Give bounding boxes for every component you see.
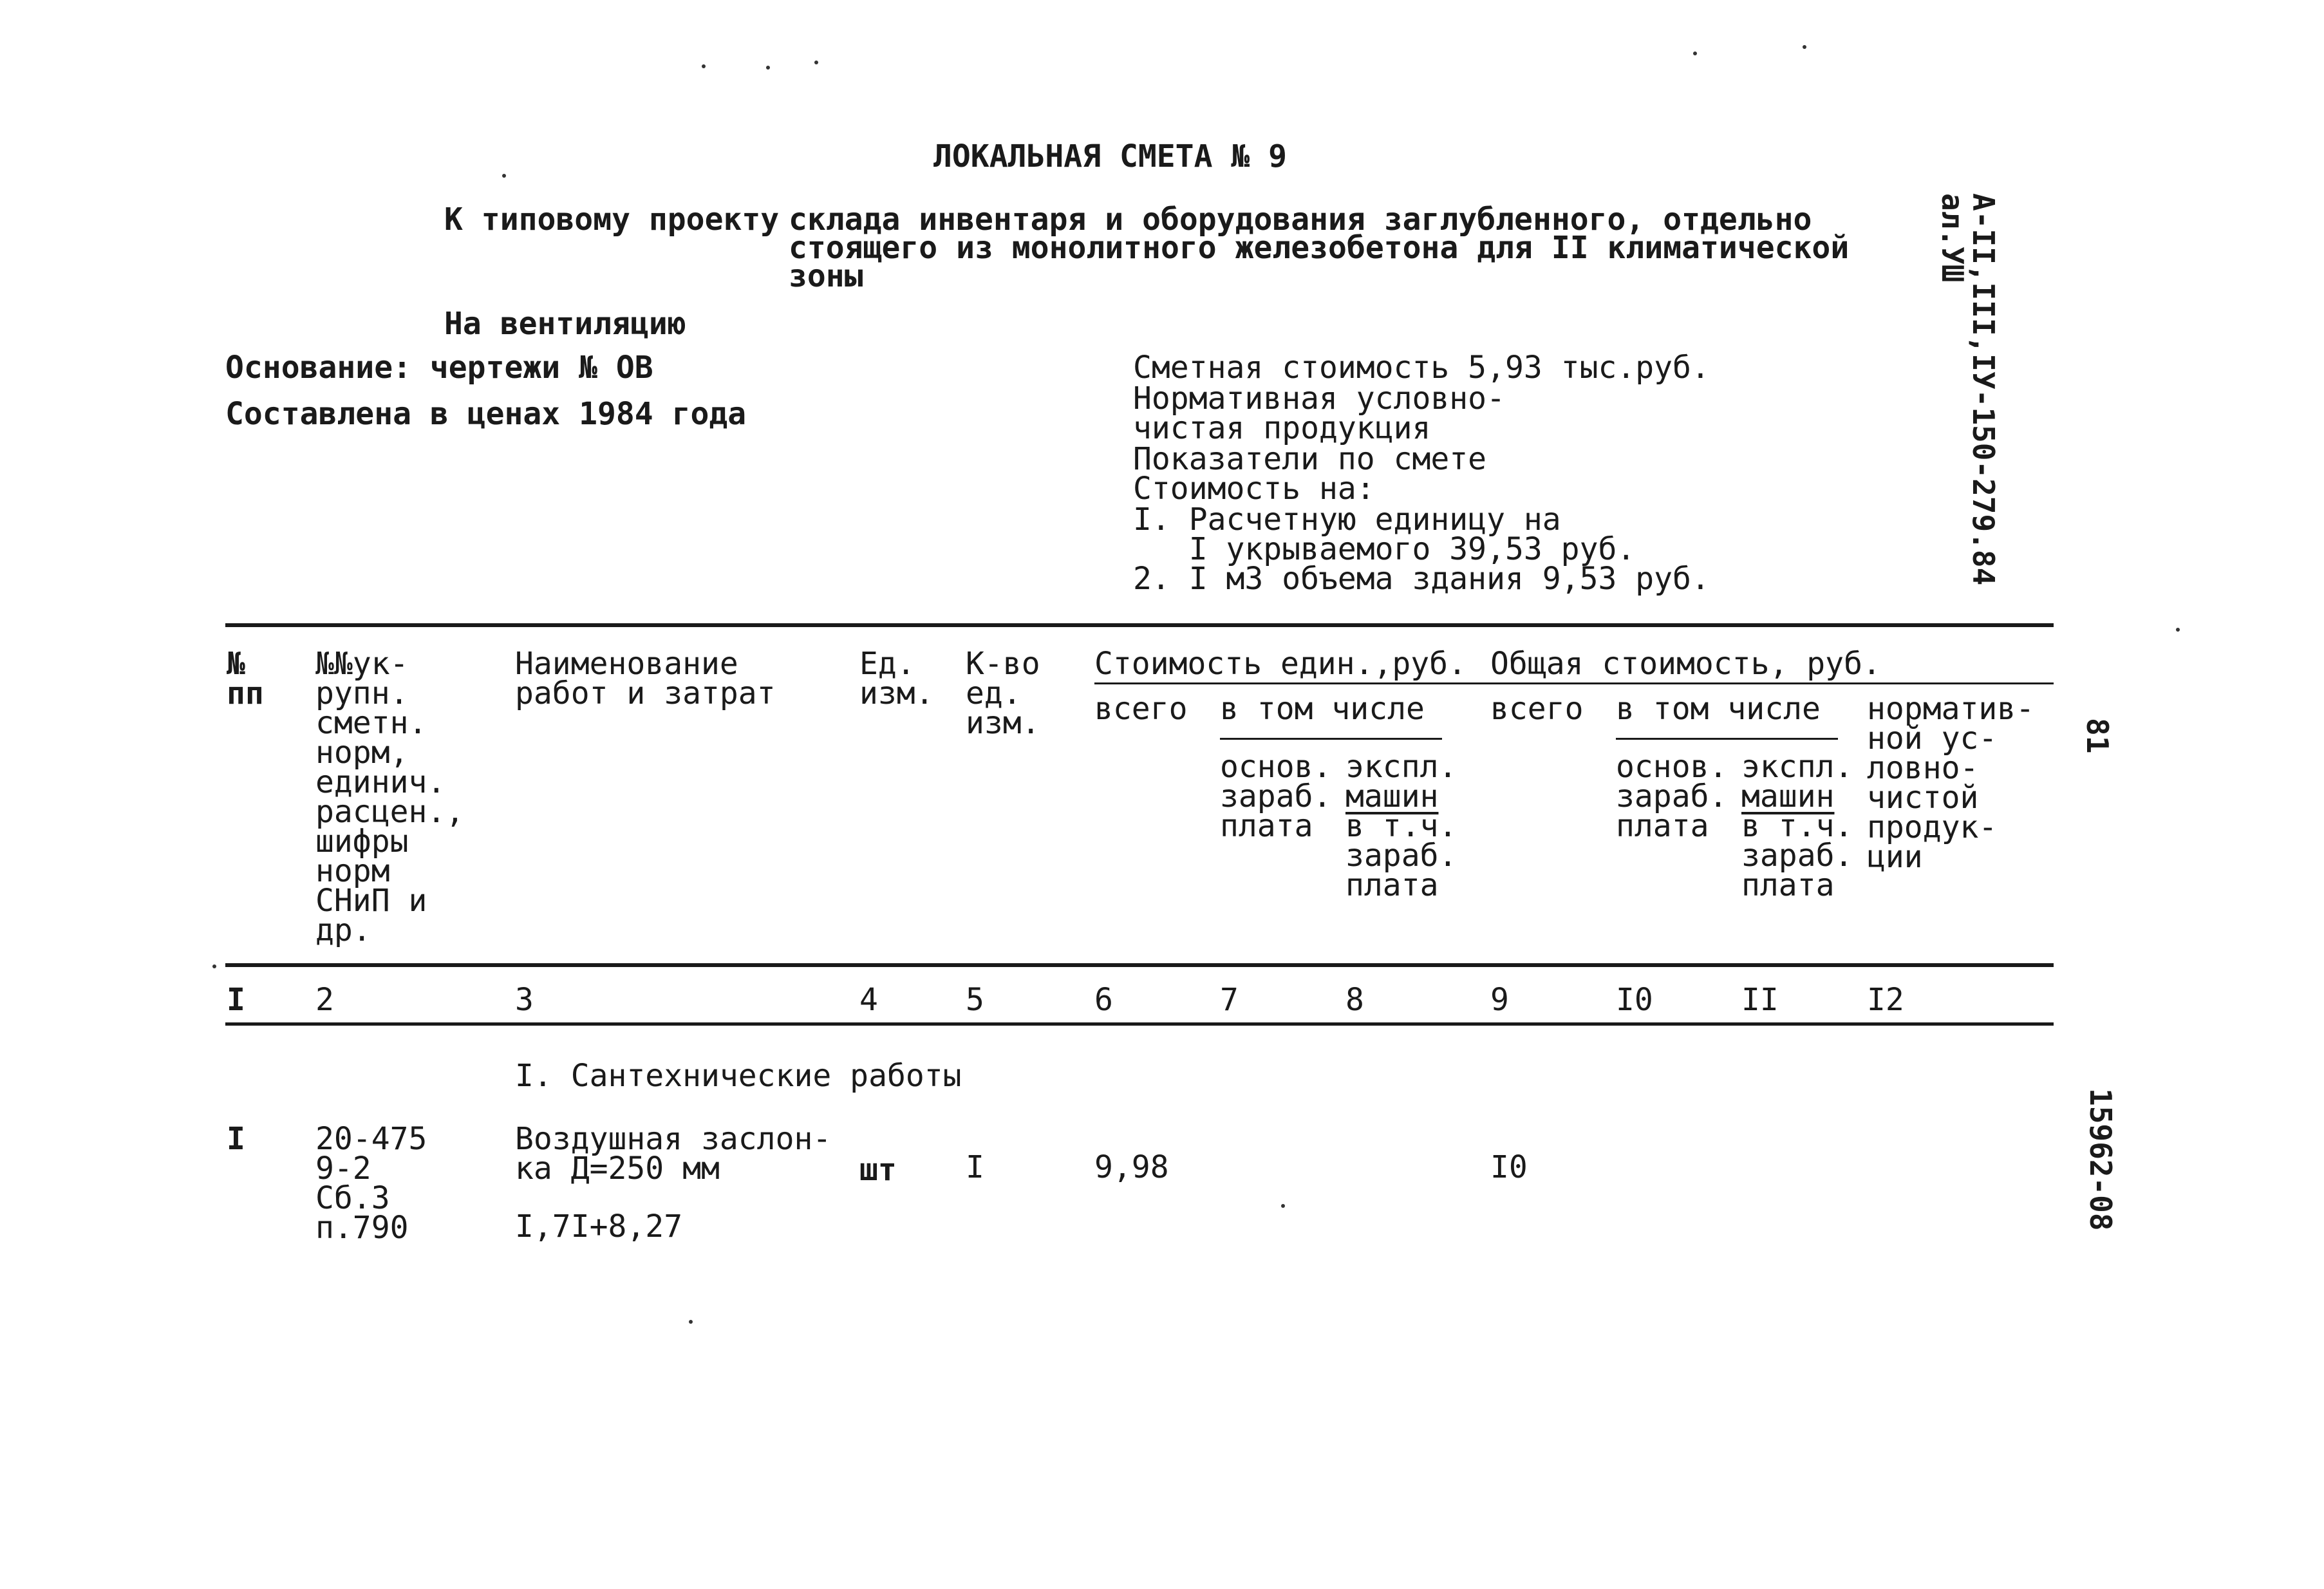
project-line-3: зоны xyxy=(789,258,863,294)
summary-line-8: 2. I м3 объема здания 9,53 руб. xyxy=(1133,561,1710,597)
scan-speck xyxy=(1693,52,1697,55)
project-line-1: склада инвентаря и оборудования заглубленного, отдельно xyxy=(789,202,1812,238)
colnum-4: 4 xyxy=(859,982,878,1018)
header-code: №№ук- рупн. сметн. норм, единич. расцен., шифры норм СНиП и др. xyxy=(315,646,465,948)
header-unit-osnov: основ. зараб. плата xyxy=(1220,749,1332,844)
scan-speck xyxy=(212,964,216,968)
side-code: А-II,III,IУ-150-279.84 xyxy=(1966,193,2001,586)
document-title: ЛОКАЛЬНАЯ СМЕТА № 9 xyxy=(933,138,1288,174)
colnum-3: 3 xyxy=(515,982,534,1018)
basis: Основание: чертежи № ОВ xyxy=(225,350,653,386)
header-unit-cost: Стоимость един.,руб. xyxy=(1094,646,1467,682)
side-code-2: ал.УШ xyxy=(1935,193,1970,283)
scan-speck xyxy=(2176,628,2180,632)
scan-speck xyxy=(689,1320,693,1324)
row-code: 20-475 9-2 Сб.3 п.790 xyxy=(315,1121,427,1246)
row-num: I xyxy=(227,1121,245,1157)
side-page-number: 81 xyxy=(2080,718,2115,754)
summary-cost: Сметная стоимость 5,93 тыс.руб. xyxy=(1133,350,1710,386)
table-top-rule xyxy=(225,623,2054,627)
header-unit-vsego: всего xyxy=(1094,691,1188,727)
vtom-rule-1 xyxy=(1220,738,1442,740)
scan-speck xyxy=(766,66,770,70)
header-total-vtom: в том числе xyxy=(1616,691,1821,727)
colnum-2: 2 xyxy=(315,982,334,1018)
header-num: № пп xyxy=(227,646,264,711)
scan-speck xyxy=(702,64,706,68)
summary-line-2: Нормативная условно- xyxy=(1133,381,1505,417)
scan-speck xyxy=(1803,45,1806,49)
header-total-osnov: основ. зараб. плата xyxy=(1616,749,1728,844)
colnum-1: I xyxy=(227,982,245,1018)
header-unit-ekspl: экспл. xyxy=(1345,749,1457,785)
scan-speck xyxy=(814,61,818,64)
header-total-ekspl-zarab: в т.ч. зараб. плата xyxy=(1741,808,1853,903)
side-document-number: 15962-08 xyxy=(2083,1088,2118,1231)
colnum-5: 5 xyxy=(966,982,984,1018)
header-unit-ekspl-zarab: в т.ч. зараб. плата xyxy=(1345,808,1457,903)
header-total-vsego: всего xyxy=(1490,691,1584,727)
project-prefix: К типовому проекту xyxy=(444,202,780,238)
row-unit-total: 9,98 xyxy=(1094,1149,1169,1185)
unit-cost-rule xyxy=(1094,682,2054,684)
scan-speck xyxy=(1281,1204,1285,1208)
colnum-12: I2 xyxy=(1867,982,1904,1018)
header-total-ekspl: экспл. xyxy=(1741,749,1853,785)
section-for: На вентиляцию xyxy=(444,306,686,342)
colnum-7: 7 xyxy=(1220,982,1239,1018)
prices: Составлена в ценах 1984 года xyxy=(225,396,747,432)
row-calc: I,7I+8,27 xyxy=(515,1208,683,1245)
colnum-6: 6 xyxy=(1094,982,1113,1018)
section-title: I. Сантехнические работы xyxy=(515,1058,962,1094)
colnum-9: 9 xyxy=(1490,982,1509,1018)
vtom-rule-2 xyxy=(1616,738,1838,740)
header-bottom-rule xyxy=(225,963,2054,967)
summary-line-6: I. Расчетную единицу на xyxy=(1133,502,1561,538)
colnum-bottom-rule xyxy=(225,1022,2054,1026)
summary-line-3: чистая продукция xyxy=(1133,410,1431,446)
header-normative: норматив- ной ус- ловно- чистой продук- ции xyxy=(1867,691,2035,875)
colnum-10: I0 xyxy=(1616,982,1653,1018)
project-line-2: стоящего из монолитного железобетона для II климатической xyxy=(789,230,1850,266)
summary-line-5: Стоимость на: xyxy=(1133,471,1375,507)
summary-line-7: I укрываемого 39,53 руб. xyxy=(1133,531,1636,567)
colnum-11: II xyxy=(1741,982,1779,1018)
row-qty: I xyxy=(966,1149,984,1185)
row-total: I0 xyxy=(1490,1149,1528,1185)
header-total-cost: Общая стоимость, руб. xyxy=(1490,646,1881,682)
header-unit-vtom: в том числе xyxy=(1220,691,1425,727)
row-unit: шт xyxy=(859,1152,897,1188)
header-unit-mashin: машин xyxy=(1345,778,1439,814)
header-qty: К-во ед. изм. xyxy=(966,646,1040,741)
scan-speck xyxy=(502,174,506,178)
header-unit: Ед. изм. xyxy=(859,646,934,711)
summary-line-4: Показатели по смете xyxy=(1133,441,1487,477)
header-name: Наименование работ и затрат xyxy=(515,646,776,711)
header-total-mashin: машин xyxy=(1741,778,1835,814)
colnum-8: 8 xyxy=(1345,982,1364,1018)
row-name: Воздушная заслон- ка Д=250 мм xyxy=(515,1121,832,1187)
